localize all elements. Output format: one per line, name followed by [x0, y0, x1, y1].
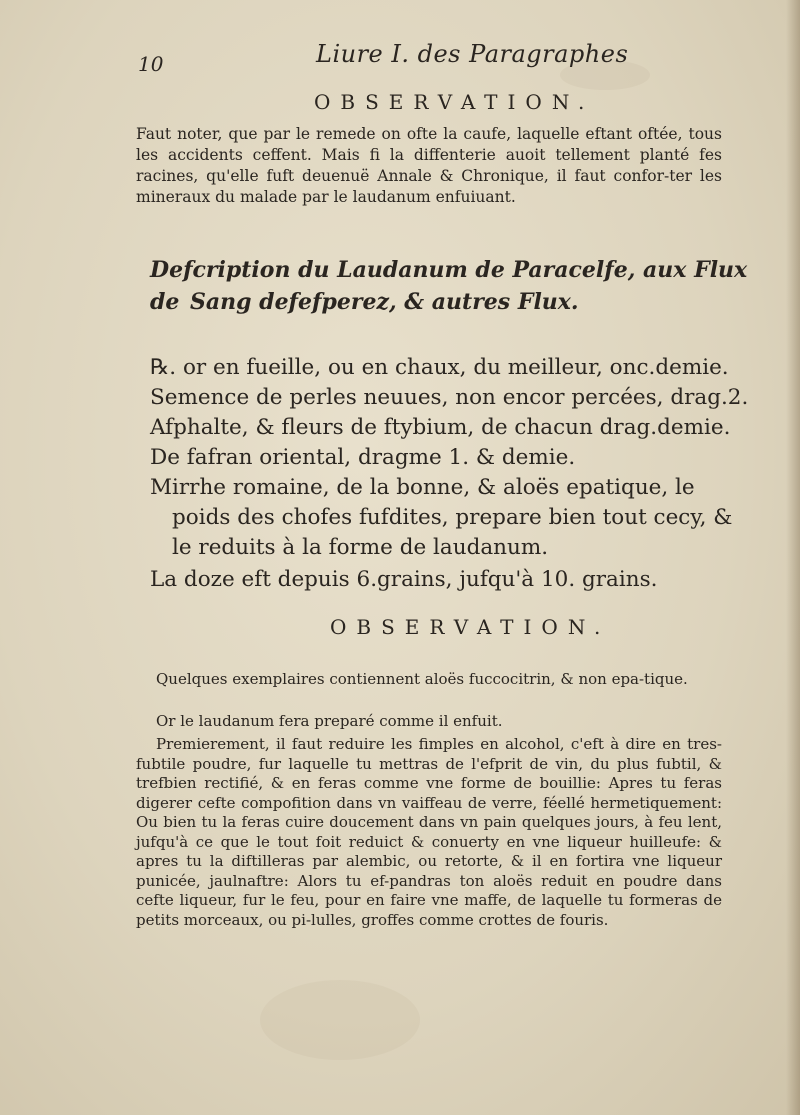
preparation-paragraph: Premierement, il faut reduire les fimples en alcohol, c'eft à dire en tres-fubtile poudre, fur laquelle tu mettras de l'efprit de vin, du plus fubtil, & trefbien rectifié, & en feras comme vne forme de bouillie: Apres tu feras digerer cefte compofition dans vn vaiffeau de verre, féellé hermetiquement: Ou bien tu la feras cuire doucement dans vn pain quelques jours, à feu lent, jufqu'à ce que le tout foit reduict & conuerty en vne liqueur huilleufe: & apres tu la diftilleras par alembic, ou retorte, & il en fortira vne liqueur punicée, jaulnaftre: Alors tu ef-pandras ton aloës reduit en poudre dans cefte liqueur, fur le feu, pour en faire vne maffe, de laquelle tu formeras de petits morceaux, ou pi-lulles, groffes comme crottes de fouris.: [136, 735, 722, 929]
paper-stain: [260, 980, 420, 1060]
recipe-line: La doze eft depuis 6.grains, jufqu'à 10. grains.: [150, 567, 658, 592]
recipe-line: Mirrhe romaine, de la bonne, & aloës epatique, le: [150, 475, 695, 500]
section-heading: OBSERVATION.: [330, 615, 611, 639]
recipe-line: Semence de perles neuues, non encor percées, drag.2.: [150, 385, 749, 410]
running-head: Liure I. des Paragraphes: [316, 40, 629, 68]
recipe-line: De fafran oriental, dragme 1. & demie.: [150, 445, 576, 470]
page-edge-shadow: [786, 0, 800, 1115]
page-number: 10: [138, 52, 164, 76]
recipe-title-line-1: Defcription du Laudanum de Paracelfe, aux Flux de: [150, 257, 748, 315]
recipe-line: poids des chofes fufdites, prepare bien tout cecy, &: [172, 505, 733, 530]
section-heading: OBSERVATION.: [314, 90, 595, 114]
recipe-line: ℞. or en fueille, ou en chaux, du meilleur, onc.demie.: [150, 355, 729, 380]
preparation-intro: Or le laudanum fera preparé comme il enfuit.: [156, 712, 503, 730]
observation-paragraph: Quelques exemplaires contiennent aloës fuccocitrin, & non epa-tique.: [156, 670, 688, 688]
recipe-title-line-2: Sang defefperez, & autres Flux.: [190, 289, 579, 315]
recipe-line: Afphalte, & fleurs de ftybium, de chacun drag.demie.: [150, 415, 731, 440]
recipe-line: le reduits à la forme de laudanum.: [172, 535, 549, 560]
observation-paragraph: Faut noter, que par le remede on ofte la caufe, laquelle eftant oftée, tous les accidents ceffent. Mais fi la diffenterie auoit tellement planté fes racines, qu'elle fuft deuenuë Annale & Chronique, il faut confor-ter les mineraux du malade par le laudanum enfuiuant.: [136, 125, 722, 206]
